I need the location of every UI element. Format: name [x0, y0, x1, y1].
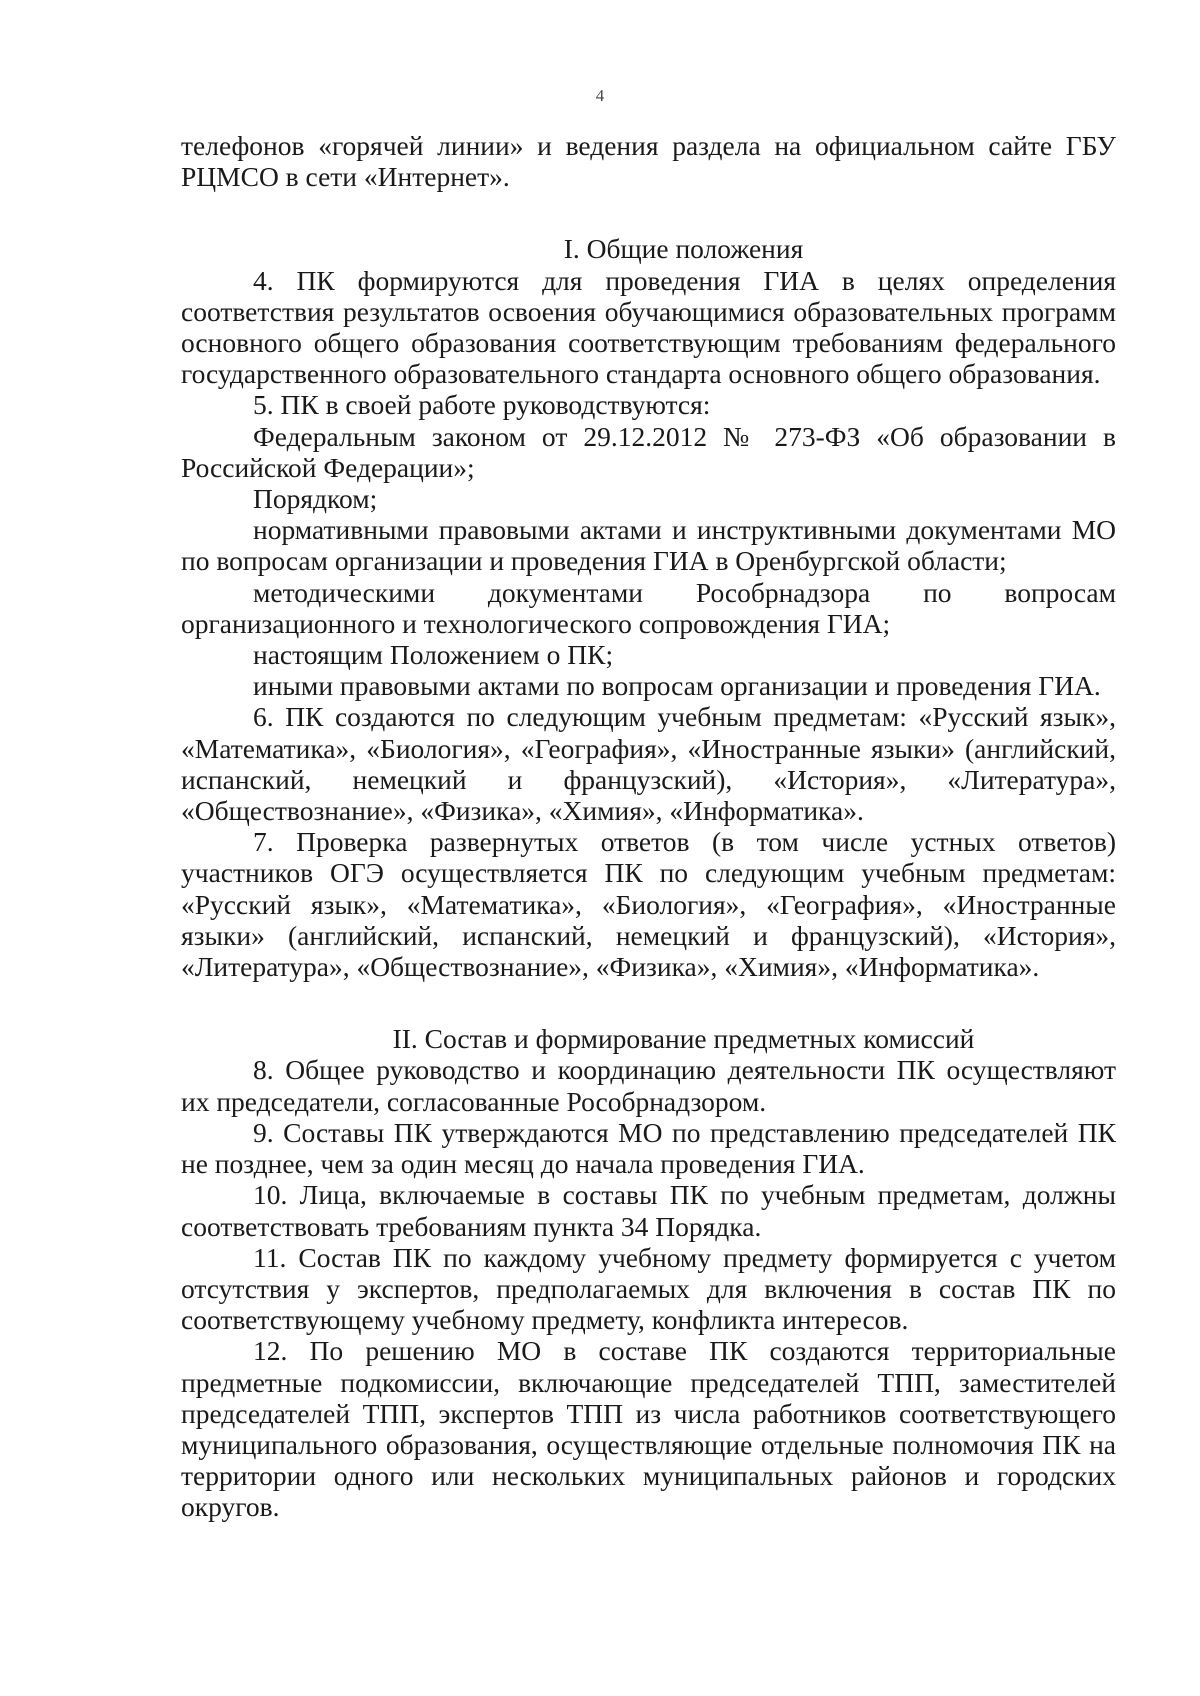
paragraph-5-normative-acts: нормативными правовыми актами и инструктивными документами МО по вопросам организации и проведения ГИА в Оренбургской области; [181, 514, 1116, 577]
paragraph-6: 6. ПК создаются по следующим учебным предметам: «Русский язык», «Математика», «Биология», «География», «Иностранные языки» (английский, испанский, немецкий и французский), «История», «Литература», «Обществознание», «Физика», «Химия», «Информатика». [181, 701, 1116, 827]
paragraph-5-other-acts: иными правовыми актами по вопросам организации и проведения ГИА. [253, 670, 1101, 702]
paragraph-11: 11. Состав ПК по каждому учебному предмету формируется с учетом отсутствия у экспертов, предполагаемых для включения в состав ПК по соответствующему учебному предмету, конфликта интересов. [181, 1241, 1116, 1336]
paragraph-10: 10. Лица, включаемые в составы ПК по учебным предметам, должны соответствовать требованиям пункта 34 Порядка. [181, 1179, 1116, 1242]
paragraph-12: 12. По решению МО в составе ПК создаются территориальные предметные подкомиссии, включающие председателей ТПП, заместителей председателей ТПП, экспертов ТПП из числа работников соответствующего муниципального образования, осуществляющие отдельные полномочия ПК на территории одного или нескольких муниципальных районов и городских округов. [181, 1335, 1116, 1523]
paragraph-8: 8. Общее руководство и координацию деятельности ПК осуществляют их председатели, согласованные Рособрнадзором. [181, 1054, 1116, 1117]
paragraph-4: 4. ПК формируются для проведения ГИА в целях определения соответствия результатов освоения обучающимися образовательных программ основного общего образования соответствующим требованиям федерального государственного образовательного стандарта основного общего образования. [181, 264, 1116, 390]
page-number: 4 [595, 86, 605, 105]
paragraph-5-federal-law: Федеральным законом от 29.12.2012 № 273-ФЗ «Об образовании в Российской Федерации»; [181, 420, 1116, 483]
paragraph-5: 5. ПК в своей работе руководствуются: [253, 389, 711, 421]
paragraph-9: 9. Составы ПК утверждаются МО по представлению председателей ПК не позднее, чем за один месяц до начала проведения ГИА. [181, 1116, 1116, 1180]
paragraph-7: 7. Проверка развернутых ответов (в том числе устных ответов) участников ОГЭ осуществляется ПК по следующим учебным предметам: «Русский язык», «Математика», «Биология», «География», «Иностранные языки» (английский, испанский, немецкий и французский), «История», «Литература», «Обществознание», «Физика», «Химия», «Информатика». [181, 826, 1116, 983]
section-heading-general-provisions: I. Общие положения [563, 233, 804, 265]
intro-paragraph: телефонов «горячей линии» и ведения раздела на официальном сайте ГБУ РЦМСО в сети «Интернет». [181, 130, 1116, 193]
paragraph-5-this-regulation: настоящим Положением о ПК; [253, 639, 614, 671]
paragraph-5-methodical-documents: методическими документами Рособрнадзора по вопросам организационного и технологического сопровождения ГИА; [181, 576, 1116, 639]
paragraph-5-procedure: Порядком; [253, 483, 378, 515]
document-body [181, 130, 1116, 1523]
section-heading-composition: II. Состав и формирование предметных комиссий [392, 1023, 975, 1055]
